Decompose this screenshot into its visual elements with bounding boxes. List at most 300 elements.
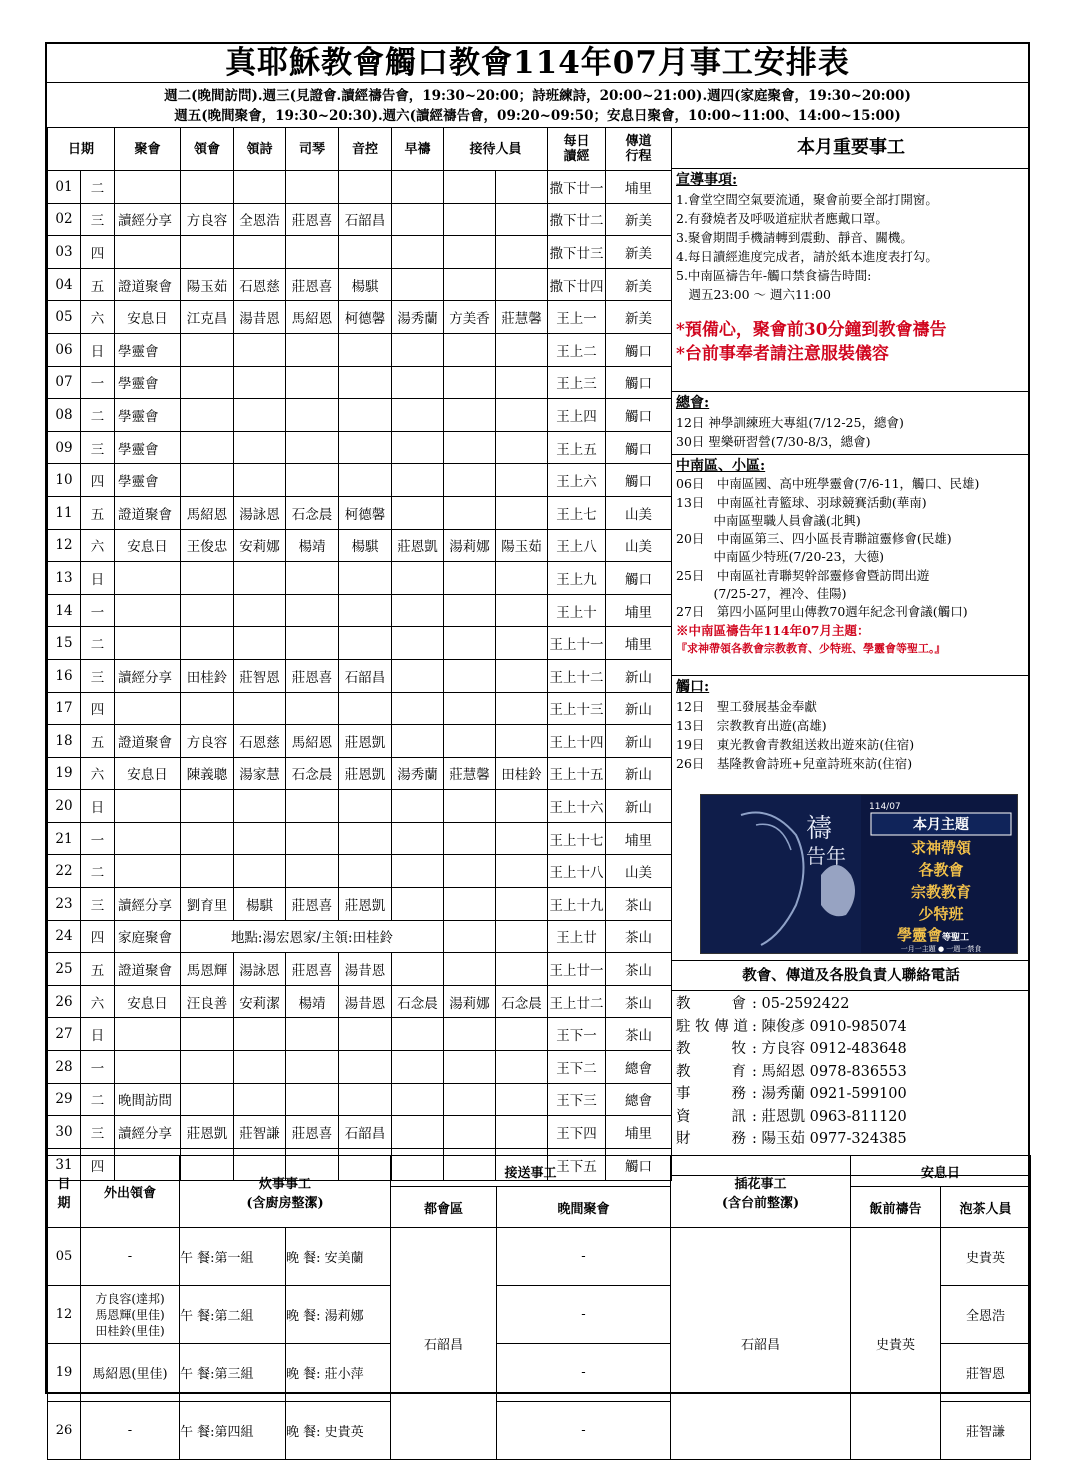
meeting-cell <box>115 855 181 888</box>
leader-cell: 陽玉茹 <box>181 268 234 301</box>
contact-row <box>676 1128 1026 1151</box>
contact-row <box>676 1038 1026 1061</box>
bottom-header-cook <box>180 1156 391 1228</box>
usher-cell: 石念晨 <box>496 985 548 1018</box>
daily-reading-cell: 王上十六 <box>548 790 606 823</box>
schedule-row <box>48 953 672 986</box>
schedule-row <box>48 236 672 269</box>
contact-colon: : <box>752 996 762 1012</box>
usher-cell <box>496 268 548 301</box>
meeting-cell <box>115 822 181 855</box>
meeting-cell: 學靈會 <box>115 366 181 399</box>
usher-cell <box>496 725 548 758</box>
daily-reading-cell: 王上一 <box>548 301 606 334</box>
usher-cell <box>444 790 496 823</box>
schedule-row <box>48 627 672 660</box>
meeting-cell: 讀經分享 <box>115 659 181 692</box>
weekday-cell: 五 <box>81 268 115 301</box>
date-cell: 23 <box>48 888 81 921</box>
usher-cell <box>444 399 496 432</box>
hymn-leader-cell: 石恩慈 <box>234 725 286 758</box>
header-preacher-trip: 傳道行程 <box>606 128 672 171</box>
region-box <box>671 455 1030 676</box>
schedule-row <box>48 301 672 334</box>
usher-cell <box>444 431 496 464</box>
usher-cell <box>444 333 496 366</box>
contact-value: 陽玉茹 0977-324385 <box>761 1131 907 1147</box>
contact-row <box>676 1016 1026 1039</box>
morning-prayer-cell <box>392 855 444 888</box>
pianist-cell: 莊恩喜 <box>286 1116 339 1149</box>
daily-reading-cell: 王上二 <box>548 333 606 366</box>
header-leader: 領會 <box>181 128 234 171</box>
schedule-row <box>48 496 672 529</box>
theme-text: 『求神帶領各教會宗教教育、少特班、學靈會等聖工。』 <box>676 641 946 655</box>
contact-colon: : <box>752 1108 762 1125</box>
pianist-cell <box>286 236 339 269</box>
poster-line: 學靈會等聖工 <box>896 926 970 944</box>
meeting-cell: 證道聚會 <box>115 725 181 758</box>
region-line: 27日 第四小區阿里山傳教70週年紀念刊會議(觸口) <box>676 604 968 620</box>
morning-prayer-cell <box>392 366 444 399</box>
header-sound: 音控 <box>339 128 392 171</box>
date-cell: 02 <box>48 203 81 236</box>
preacher-trip-cell: 新美 <box>606 203 672 236</box>
usher-cell <box>444 1083 496 1116</box>
preacher-trip-cell: 埔里 <box>606 1116 672 1149</box>
header-pianist: 司琴 <box>286 128 339 171</box>
morning-prayer-cell: 湯秀蘭 <box>392 757 444 790</box>
poster-footer: 一月一主題 ● 一週一禁食 <box>900 945 982 953</box>
hymn-leader-cell <box>234 1051 286 1084</box>
leader-cell <box>181 1083 234 1116</box>
duty-out-cell: - <box>81 1228 180 1286</box>
weekday-cell: 日 <box>81 562 115 595</box>
preacher-trip-cell: 新美 <box>606 301 672 334</box>
date-cell: 08 <box>48 399 81 432</box>
usher-cell <box>444 203 496 236</box>
date-cell: 10 <box>48 464 81 497</box>
leader-cell <box>181 333 234 366</box>
morning-prayer-cell: 莊恩凱 <box>392 529 444 562</box>
morning-prayer-cell: 湯秀蘭 <box>392 301 444 334</box>
duty-lunch-cell: 午 餐:第三組 <box>180 1344 286 1402</box>
usher-cell <box>444 659 496 692</box>
meeting-cell: 安息日 <box>115 757 181 790</box>
schedule-row <box>48 431 672 464</box>
schedule-row <box>48 1018 672 1051</box>
sound-cell <box>339 855 392 888</box>
morning-prayer-cell <box>392 268 444 301</box>
pianist-cell: 莊恩喜 <box>286 953 339 986</box>
leader-cell <box>181 692 234 725</box>
pianist-cell <box>286 594 339 627</box>
usher-cell <box>496 790 548 823</box>
schedule-sheet <box>45 42 1030 1440</box>
date-cell: 15 <box>48 627 81 660</box>
pianist-cell <box>286 464 339 497</box>
cook-sub-label: (含廚房整潔) <box>246 1195 324 1211</box>
contact-colon: : <box>752 1041 762 1057</box>
duty-city-ride-slot: - <box>497 1402 671 1460</box>
usher-cell <box>444 920 496 953</box>
monthly-notes-panel <box>671 127 1030 1176</box>
contact-row <box>676 1061 1026 1084</box>
pianist-cell <box>286 171 339 204</box>
sound-cell: 莊恩凱 <box>339 757 392 790</box>
usher-cell <box>444 171 496 204</box>
morning-prayer-cell <box>392 399 444 432</box>
weekday-cell: 四 <box>81 464 115 497</box>
daily-reading-cell: 王上十五 <box>548 757 606 790</box>
morning-prayer-cell <box>392 431 444 464</box>
morning-prayer-cell <box>392 496 444 529</box>
contact-role: 資 訊 <box>676 1108 746 1125</box>
daily-reading-cell: 王上十二 <box>548 659 606 692</box>
schedule-row <box>48 203 672 236</box>
hymn-leader-cell <box>234 171 286 204</box>
usher-cell <box>444 953 496 986</box>
leader-cell: 劉育里 <box>181 888 234 921</box>
leader-cell <box>181 594 234 627</box>
contact-colon: : <box>752 1018 762 1035</box>
meeting-cell: 證道聚會 <box>115 496 181 529</box>
schedule-row <box>48 692 672 725</box>
weekday-cell: 一 <box>81 594 115 627</box>
weekday-cell: 一 <box>81 1051 115 1084</box>
daily-reading-cell: 王下一 <box>548 1018 606 1051</box>
preacher-trip-cell: 茶山 <box>606 953 672 986</box>
sound-cell: 柯德馨 <box>339 301 392 334</box>
usher-cell <box>444 725 496 758</box>
usher-cell <box>496 888 548 921</box>
pianist-cell <box>286 790 339 823</box>
contact-value: 莊恩凱 0963-811120 <box>761 1108 907 1125</box>
meeting-cell: 晚間訪問 <box>115 1083 181 1116</box>
sound-cell: 湯昔恩 <box>339 985 392 1018</box>
duty-flower-cell: 史貴英 <box>851 1228 941 1460</box>
usher-cell <box>444 1051 496 1084</box>
contact-list <box>671 991 1030 1176</box>
date-cell: 07 <box>48 366 81 399</box>
leader-cell: 汪良善 <box>181 985 234 1018</box>
sound-cell: 石韶昌 <box>339 1116 392 1149</box>
date-cell: 24 <box>48 920 81 953</box>
poster-line: 宗教教育 <box>910 883 972 901</box>
sound-cell <box>339 1083 392 1116</box>
hymn-leader-cell <box>234 627 286 660</box>
leader-cell: 方良容 <box>181 203 234 236</box>
pianist-cell: 楊靖 <box>286 985 339 1018</box>
usher-cell <box>496 659 548 692</box>
leader-cell: 方良容 <box>181 725 234 758</box>
weekday-cell: 二 <box>81 399 115 432</box>
date-cell: 20 <box>48 790 81 823</box>
pianist-cell: 石念晨 <box>286 757 339 790</box>
meeting-cell: 讀經分享 <box>115 888 181 921</box>
meeting-cell <box>115 1018 181 1051</box>
sound-cell <box>339 692 392 725</box>
usher-cell <box>496 366 548 399</box>
date-cell: 25 <box>48 953 81 986</box>
weekday-cell: 日 <box>81 790 115 823</box>
pianist-cell <box>286 399 339 432</box>
usher-cell <box>444 1116 496 1149</box>
sound-cell: 柯德馨 <box>339 496 392 529</box>
weekday-cell: 日 <box>81 333 115 366</box>
usher-cell <box>444 464 496 497</box>
duty-city-ride-slot: - <box>497 1344 671 1402</box>
date-cell: 01 <box>48 171 81 204</box>
duty-date-cell: 26 <box>48 1402 81 1460</box>
usher-cell <box>496 855 548 888</box>
schedule-row <box>48 1083 672 1116</box>
daily-reading-cell: 王下四 <box>548 1116 606 1149</box>
usher-cell <box>496 627 548 660</box>
pianist-cell <box>286 1083 339 1116</box>
pianist-cell: 莊恩喜 <box>286 888 339 921</box>
duty-city-ride-slot: - <box>497 1286 671 1344</box>
morning-prayer-cell <box>392 953 444 986</box>
duty-date-cell: 05 <box>48 1228 81 1286</box>
sound-cell <box>339 366 392 399</box>
pianist-cell <box>286 1018 339 1051</box>
schedule-row <box>48 366 672 399</box>
daily-reading-cell: 王上九 <box>548 562 606 595</box>
usher-cell: 莊慧馨 <box>444 757 496 790</box>
service-line-1: 週二(晚間訪問).週三(見證會.讀經禱告會，19:30~20:00；詩班練詩，20:00~21:00).週四(家庭聚會，19:30~20:00) <box>164 88 911 104</box>
region-line: (7/25-27，裡冷、佳陽) <box>676 586 847 602</box>
meeting-cell: 學靈會 <box>115 464 181 497</box>
promo-line: 2.有發燒者及呼吸道症狀者應戴口罩。 <box>676 211 888 226</box>
meeting-cell: 證道聚會 <box>115 268 181 301</box>
morning-prayer-cell <box>392 888 444 921</box>
hymn-leader-cell <box>234 464 286 497</box>
preacher-trip-cell: 茶山 <box>606 888 672 921</box>
pianist-cell <box>286 562 339 595</box>
hymn-leader-cell <box>234 692 286 725</box>
preacher-trip-cell: 新山 <box>606 659 672 692</box>
monthly-schedule-table <box>47 127 672 1181</box>
daily-reading-cell: 王下五 <box>548 1148 606 1181</box>
duty-pray-cell: 史貴英 <box>941 1228 1031 1286</box>
daily-reading-cell: 撒下廿二 <box>548 203 606 236</box>
usher-cell <box>496 236 548 269</box>
schedule-row <box>48 855 672 888</box>
meeting-cell: 安息日 <box>115 301 181 334</box>
preacher-trip-cell: 新山 <box>606 692 672 725</box>
duty-out-cell: - <box>81 1402 180 1460</box>
daily-reading-cell: 王上十八 <box>548 855 606 888</box>
daily-reading-cell: 王上七 <box>548 496 606 529</box>
contact-row <box>676 993 1026 1016</box>
preacher-trip-cell: 埔里 <box>606 627 672 660</box>
meeting-cell: 讀經分享 <box>115 203 181 236</box>
morning-prayer-cell <box>392 1018 444 1051</box>
usher-cell: 湯莉娜 <box>444 529 496 562</box>
poster-line: 少特班 <box>918 905 964 923</box>
hymn-leader-cell: 莊智謙 <box>234 1116 286 1149</box>
flower-sub-label: (含台前整潔) <box>721 1195 800 1211</box>
sound-cell <box>339 236 392 269</box>
preacher-trip-cell: 觸口 <box>606 333 672 366</box>
promo-line: 3.聚會期間手機請轉到震動、靜音、關機。 <box>676 230 913 245</box>
contact-value: 馬紹恩 0978-836553 <box>761 1063 907 1080</box>
hymn-leader-cell: 楊騏 <box>234 888 286 921</box>
sound-cell <box>339 333 392 366</box>
contact-title: 教會、傳道及各股負責人聯絡電話 <box>671 961 1030 991</box>
weekday-cell: 六 <box>81 301 115 334</box>
preacher-trip-cell: 茶山 <box>606 985 672 1018</box>
sound-cell: 楊騏 <box>339 268 392 301</box>
local-box <box>671 676 1030 961</box>
region-line: 13日 中南區社青籃球、羽球競賽活動(華南) <box>676 494 927 510</box>
poster-line: 求神帶領 <box>910 839 972 857</box>
pianist-cell <box>286 431 339 464</box>
date-cell: 28 <box>48 1051 81 1084</box>
promo-line: 4.每日讀經進度完成者，請於紙本進度表打勾。 <box>676 249 938 264</box>
sound-cell: 湯昔恩 <box>339 953 392 986</box>
pianist-cell: 馬紹恩 <box>286 725 339 758</box>
duty-city-ride-slot: - <box>497 1228 671 1286</box>
weekday-cell: 五 <box>81 725 115 758</box>
schedule-row <box>48 985 672 1018</box>
promo-line: 週五23:00 ～ 週六11:00 <box>676 287 831 302</box>
leader-cell <box>181 464 234 497</box>
usher-cell <box>496 203 548 236</box>
theme-poster-image <box>700 794 1018 954</box>
service-times <box>47 83 1028 128</box>
contact-role: 駐 牧 傳 道 <box>676 1018 748 1035</box>
sound-cell <box>339 464 392 497</box>
preacher-trip-cell: 觸口 <box>606 366 672 399</box>
schedule-row <box>48 920 672 953</box>
bottom-header-ride: 接送事工 <box>391 1156 671 1187</box>
preacher-trip-cell: 新美 <box>606 268 672 301</box>
preacher-trip-cell: 新山 <box>606 790 672 823</box>
contact-role: 財 務 <box>676 1131 746 1147</box>
meeting-cell: 家庭聚會 <box>115 920 181 953</box>
morning-prayer-cell <box>392 464 444 497</box>
hymn-leader-cell <box>234 822 286 855</box>
preacher-trip-cell: 山美 <box>606 496 672 529</box>
weekday-cell: 二 <box>81 627 115 660</box>
daily-reading-cell: 撒下廿四 <box>548 268 606 301</box>
contact-role: 教 牧 <box>676 1041 746 1057</box>
date-cell: 13 <box>48 562 81 595</box>
bottom-header-sabbath: 安息日 <box>851 1156 1031 1187</box>
preacher-trip-cell: 山美 <box>606 855 672 888</box>
hymn-leader-cell <box>234 431 286 464</box>
morning-prayer-cell <box>392 627 444 660</box>
meeting-cell: 安息日 <box>115 529 181 562</box>
usher-cell: 莊慧馨 <box>496 301 548 334</box>
preacher-trip-cell: 觸口 <box>606 464 672 497</box>
pianist-cell: 馬紹恩 <box>286 301 339 334</box>
preacher-trip-cell: 新山 <box>606 725 672 758</box>
morning-prayer-cell <box>392 171 444 204</box>
usher-cell <box>496 333 548 366</box>
duty-dinner-cell: 晚 餐: 史貴英 <box>286 1402 391 1460</box>
region-line: 06日 中南區國、高中班學靈會(7/6-11，觸口、民雄) <box>676 476 980 492</box>
weekday-cell: 日 <box>81 1018 115 1051</box>
hymn-leader-cell <box>234 1018 286 1051</box>
date-cell: 16 <box>48 659 81 692</box>
preacher-trip-cell: 埔里 <box>606 822 672 855</box>
meeting-cell <box>115 236 181 269</box>
sound-cell: 莊恩凱 <box>339 725 392 758</box>
daily-reading-cell: 王上廿一 <box>548 953 606 986</box>
page-title: 真耶穌教會觸口教會114年07月事工安排表 <box>47 44 1028 83</box>
schedule-row <box>48 529 672 562</box>
preacher-trip-cell: 總會 <box>606 1051 672 1084</box>
morning-prayer-cell <box>392 333 444 366</box>
usher-cell <box>444 496 496 529</box>
bottom-header-city: 都會區 <box>391 1187 497 1228</box>
region-line: 25日 中南區社青聯契幹部靈修會暨訪問出遊 <box>676 567 930 583</box>
leader-cell <box>181 171 234 204</box>
duty-dinner-cell: 晚 餐: 安美蘭 <box>286 1228 391 1286</box>
bottom-header-tea: 泡茶人員 <box>941 1187 1031 1228</box>
meeting-cell: 證道聚會 <box>115 953 181 986</box>
date-cell: 11 <box>48 496 81 529</box>
contact-colon: : <box>752 1086 762 1102</box>
promo-box <box>671 169 1030 392</box>
header-morning-prayer: 早禱 <box>392 128 444 171</box>
schedule-row <box>48 464 672 497</box>
meeting-cell <box>115 171 181 204</box>
usher-cell <box>496 953 548 986</box>
duty-pray-cell: 莊智謙 <box>941 1402 1031 1460</box>
preacher-trip-cell: 觸口 <box>606 431 672 464</box>
date-cell: 21 <box>48 822 81 855</box>
weekday-cell: 二 <box>81 171 115 204</box>
contact-colon: : <box>752 1063 762 1080</box>
contact-role: 教 育 <box>676 1063 746 1080</box>
leader-cell <box>181 1018 234 1051</box>
date-cell: 26 <box>48 985 81 1018</box>
header-ushers: 接待人員 <box>444 128 548 171</box>
pianist-cell <box>286 333 339 366</box>
schedule-row <box>48 562 672 595</box>
pianist-cell <box>286 822 339 855</box>
poster-head: 本月主題 <box>913 817 969 833</box>
usher-cell <box>496 464 548 497</box>
promo-title: 宣導事項: <box>676 172 738 188</box>
usher-cell <box>444 855 496 888</box>
local-line: 19日 東光教會青教組送救出遊來訪(住宿) <box>676 737 915 752</box>
preacher-trip-cell: 觸口 <box>606 399 672 432</box>
local-line: 12日 聖工發展基金奉獻 <box>676 699 817 714</box>
usher-cell: 湯莉娜 <box>444 985 496 1018</box>
header-date: 日期 <box>48 128 115 171</box>
schedule-row <box>48 757 672 790</box>
hymn-leader-cell: 安莉潔 <box>234 985 286 1018</box>
morning-prayer-cell <box>392 790 444 823</box>
contact-value: 方良容 0912-483648 <box>761 1041 907 1057</box>
sound-cell <box>339 594 392 627</box>
bottom-header-flower <box>671 1156 851 1228</box>
usher-cell <box>444 268 496 301</box>
sound-cell <box>339 431 392 464</box>
bottom-header-evening: 晚間聚會 <box>497 1187 671 1228</box>
schedule-row <box>48 888 672 921</box>
sound-cell <box>339 171 392 204</box>
usher-cell <box>444 888 496 921</box>
usher-cell <box>496 1083 548 1116</box>
weekday-cell: 四 <box>81 692 115 725</box>
date-cell: 17 <box>48 692 81 725</box>
